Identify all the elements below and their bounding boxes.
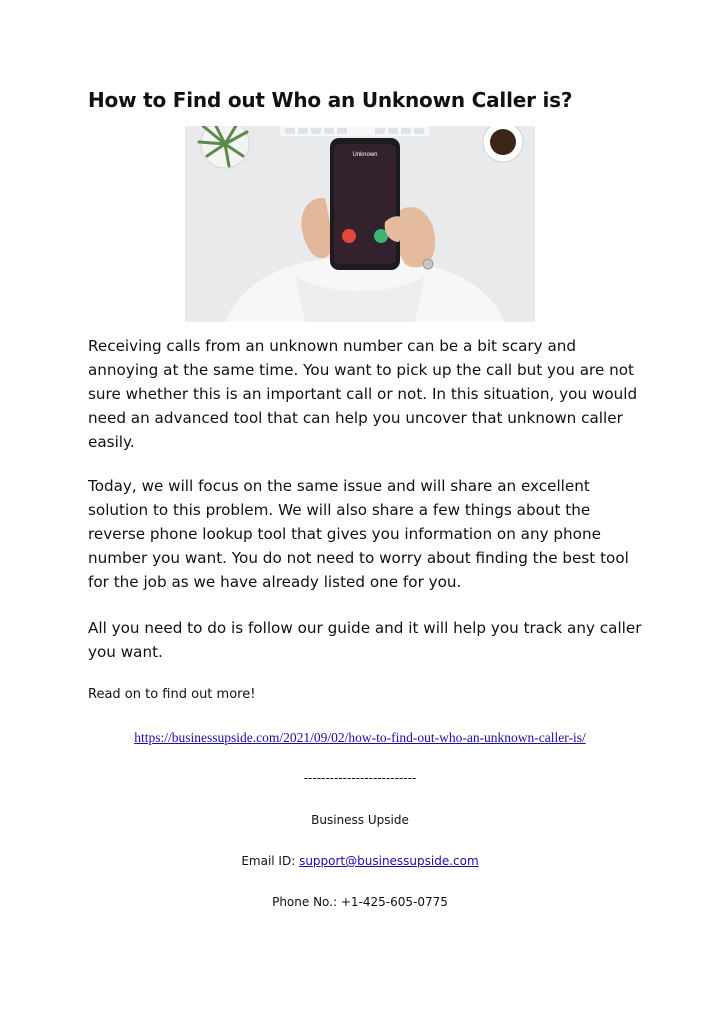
source-article-link[interactable]: https://businessupside.com/2021/09/02/how-to-find-out-who-an-unknown-caller-is/ <box>134 730 586 745</box>
paragraph-guide: All you need to do is follow our guide and it will help you track any caller you want. <box>88 619 642 661</box>
paragraph-intro: Receiving calls from an unknown number can be a bit scary and annoying at the same time. You want to pick up the call but you are not sure whether this is an important call or not. In this situation, you would need an advanced tool that can help you uncover that unknown caller easily. <box>88 337 638 451</box>
footer-divider: -------------------------- <box>303 771 417 785</box>
company-name: Business Upside <box>311 813 409 827</box>
phone-number: Phone No.: +1-425-605-0775 <box>272 895 448 909</box>
email-label: Email ID: <box>241 854 300 868</box>
article-title: How to Find out Who an Unknown Caller is? <box>88 88 573 112</box>
phone-caller-label: Unknown <box>352 152 378 158</box>
decline-call-icon <box>342 229 356 243</box>
email-line <box>0 854 720 868</box>
email-link[interactable]: support@businessupside.com <box>299 854 479 868</box>
paragraph-solution: Today, we will focus on the same issue and will share an excellent solution to this problem. We will also share a few things about the reverse phone lookup tool that gives you information on any phone number you want. You do not need to worry about finding the best tool for the job as we have already listed one for you. <box>88 477 629 591</box>
paragraph-read-on: Read on to find out more! <box>88 687 256 702</box>
hero-image <box>185 126 535 322</box>
